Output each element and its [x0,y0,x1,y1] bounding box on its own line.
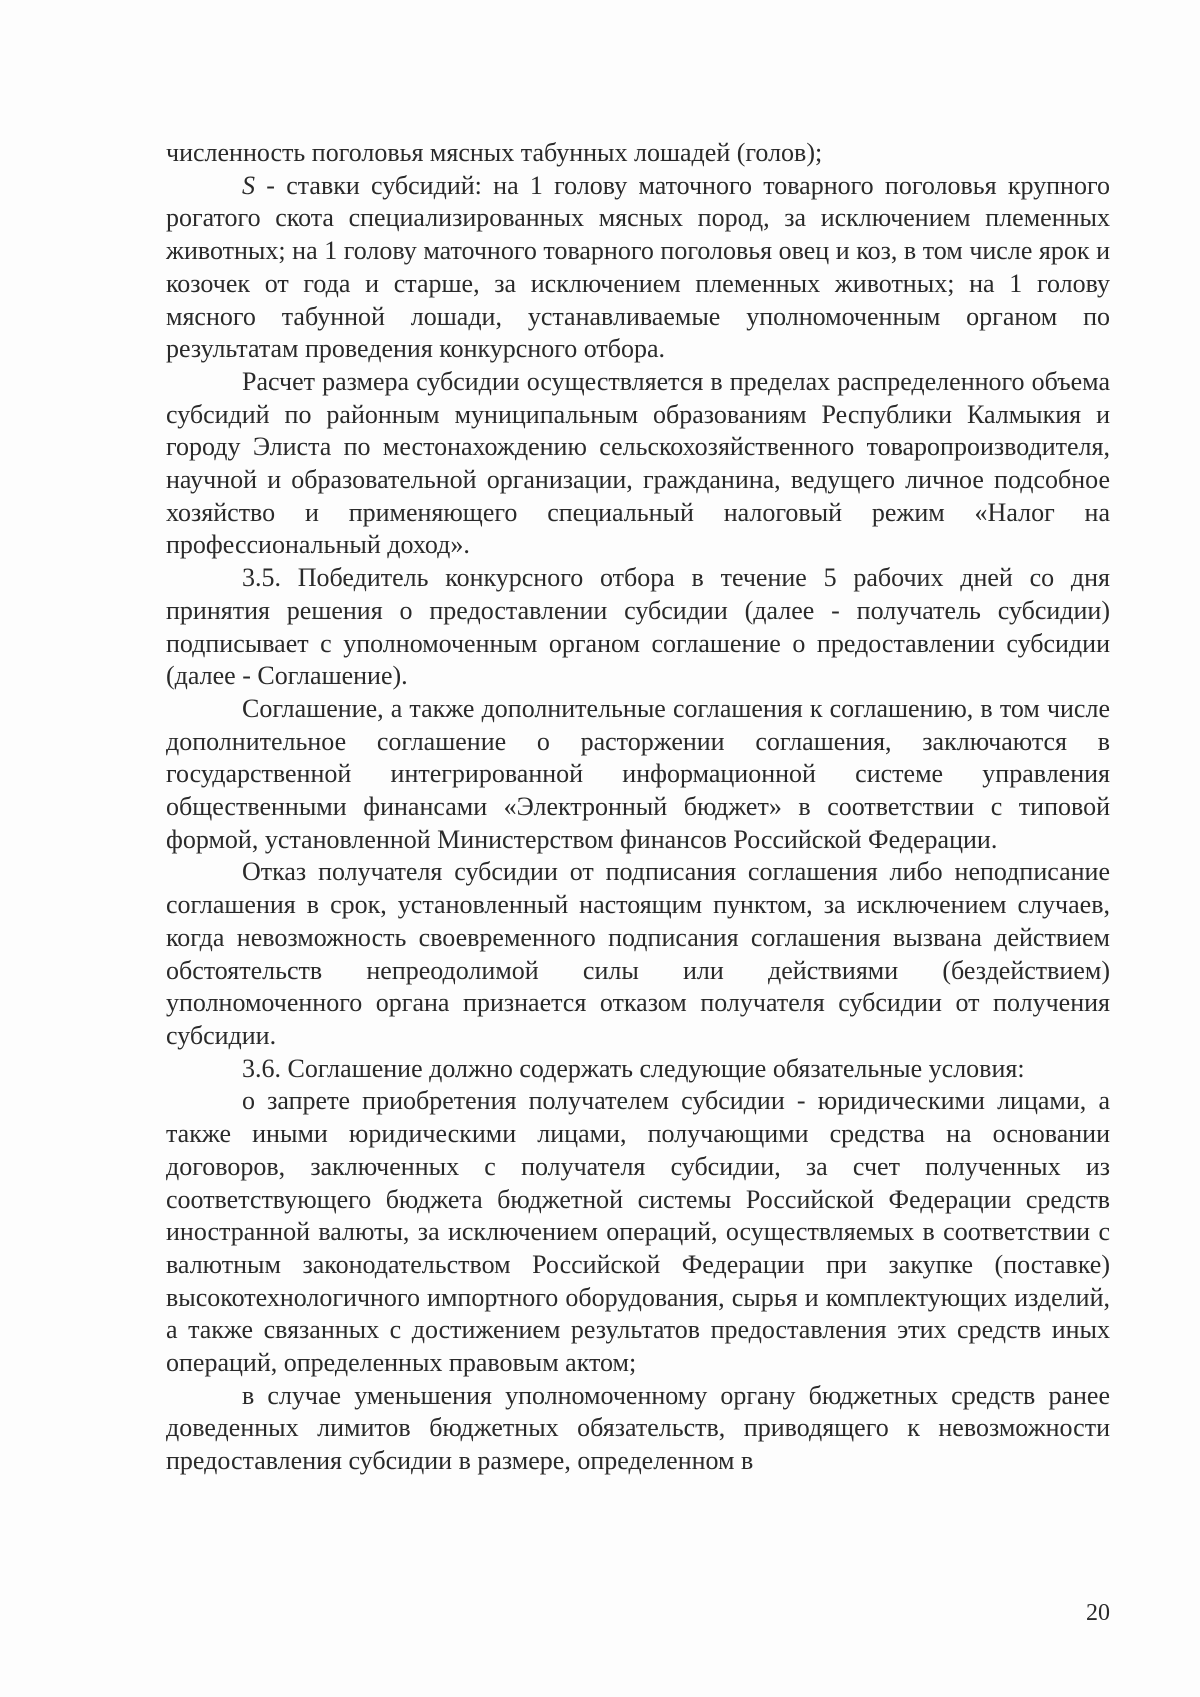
paragraph-3: Расчет размера субсидии осуществляется в пределах распределенного объема субсидий по районным муниципальным образованиям Республики Калмыкия и городу Элиста по местонахождению сельскохозяйственного товаропроизводителя, научной и образовательной организации, гражданина, ведущего личное подсобное хозяйство и применяющего специальный налоговый режим «Налог на профессиональный доход». [166,366,1110,560]
paragraph-8: о запрете приобретения получателем субсидии - юридическими лицами, а также иными юридическими лицами, получающими средства на основании договоров, заключенных с получателя субсидии, за счет полученных из соответствующего бюджета бюджетной системы Российской Федерации средств иностранной валюты, за исключением операций, осуществляемых в соответствии с валютным законодательством Российской Федерации при закупке (поставке) высокотехнологичного импортного оборудования, сырья и комплектующих изделий, а также связанных с достижением результатов предоставления этих средств иных операций, определенных правовым актом; [166,1086,1110,1378]
page-number: 20 [1086,1600,1110,1626]
paragraph-4: 3.5. Победитель конкурсного отбора в течение 5 рабочих дней со дня принятия решения о предоставлении субсидии (далее - получатель субсидии) подписывает с уполномоченным органом соглашение о предоставлении субсидии (далее - Соглашение). [166,563,1110,691]
paragraph-5: Соглашение, а также дополнительные соглашения к соглашению, в том числе дополнительное соглашение о расторжении соглашения, заключаются в государственной интегрированной информационной системе управления общественными финансами «Электронный бюджет» в соответствии с типовой формой, установленной Министерством финансов Российской Федерации. [166,693,1110,854]
paragraph-2 [166,170,1110,366]
paragraph-2-text: - ставки субсидий: на 1 голову маточного товарного поголовья крупного рогатого скота специализированных мясных пород, за исключением племенных животных; на 1 голову маточного товарного поголовья овец и коз, в том числе ярок и козочек от года и старше, за исключением племенных животных; на 1 голову мясного табунной лошади, устанавливаемые уполномоченным органом по результатам проведения конкурсного отбора. [166,170,1110,364]
body-text [166,137,1110,1478]
paragraph-6: Отказ получателя субсидии от подписания соглашения либо неподписание соглашения в срок, установленный настоящим пунктом, за исключением случаев, когда невозможность своевременного подписания соглашения вызвана действием обстоятельств непреодолимой силы или действиями (бездействием) уполномоченного органа признается отказом получателя субсидии от получения субсидии. [166,857,1110,1050]
paragraph-7: 3.6. Соглашение должно содержать следующие обязательные условия: [242,1053,1025,1083]
variable-s: S [242,170,255,200]
paragraph-9: в случае уменьшения уполномоченному органу бюджетных средств ранее доведенных лимитов бюджетных обязательств, приводящего к невозможности предоставления субсидии в размере, определенном в [166,1380,1110,1476]
paragraph-1: численность поголовья мясных табунных лошадей (голов); [166,138,823,167]
